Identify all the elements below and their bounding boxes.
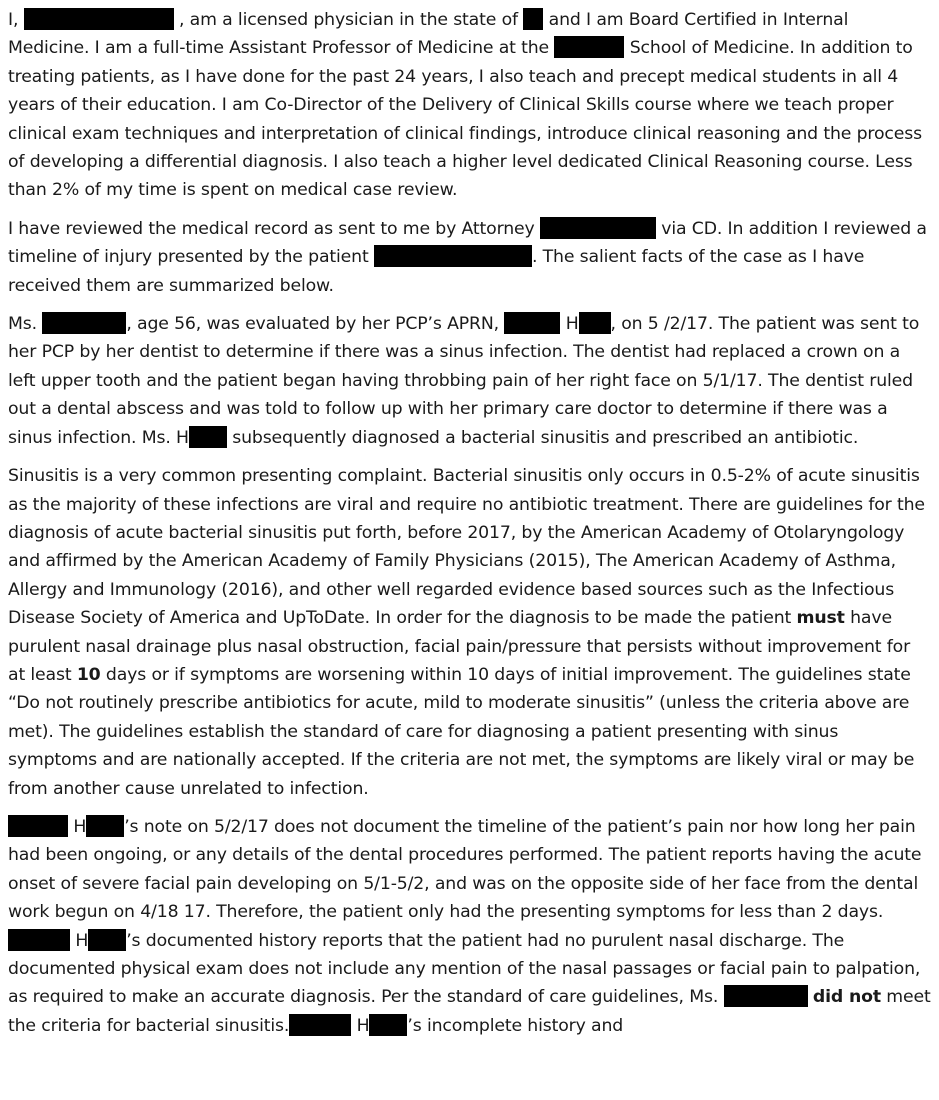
text-segment: subsequently diagnosed a bacterial sinusitis and prescribed an antibiotic.	[232, 427, 859, 448]
redaction-block	[88, 929, 126, 951]
emphasis-text: must	[796, 608, 845, 629]
redaction-block	[523, 8, 543, 30]
redaction-block	[189, 426, 227, 448]
text-segment: H	[356, 1015, 370, 1036]
text-segment: School of Medicine. In addition to treating patients, as I have done for the past 24 years, I also teach and precept medical students in all 4 years of their education. I am Co-Director of the Delivery of Clinical Skills course where we teach proper clinical exam techniques and interpretation of clinical findings, introduce clinical reasoning and the process of developing a differential diagnosis. I also teach a higher level dedicated Clinical Reasoning course. Less than 2% of my time is spent on medical case review.	[8, 38, 922, 201]
redaction-block	[579, 312, 611, 334]
text-segment: and I am Board Certified in Internal Medicine. I am a full-time Assistant Professor of Medicine at the	[8, 10, 849, 59]
paragraph-records-reviewed	[8, 215, 932, 300]
text-segment: via CD. In addition I reviewed a timeline of injury presented by the patient	[8, 218, 927, 268]
text-segment: ’s incomplete history and	[407, 1015, 624, 1036]
text-segment: Ms.	[8, 314, 37, 335]
emphasis-text: did not	[812, 987, 881, 1008]
redaction-block	[42, 312, 126, 334]
text-segment: Sinusitis is a very common presenting complaint. Bacterial sinusitis only occurs in 0.5-2% of acute sinusitis as the majority of these infections are viral and require no antibiotic treatment. There are guidelines for the diagnosis of acute bacterial sinusitis put forth, before 2017, by the American Academy of Otolaryngology and affirmed by the American Academy of Family Physicians (2015), The American Academy of Asthma, Allergy and Immunology (2016), and other well regarded evidence based sources such as the Infectious Disease Society of America and UpToDate. In order for the diagnosis to be made the patient	[8, 466, 925, 629]
text-segment: I have reviewed the medical record as sent to me by Attorney	[8, 218, 535, 239]
text-segment: ’s documented history reports that the patient had no purulent nasal discharge. The documented physical exam does not include any mention of the nasal passages or facial pain to palpation, as required to make an accurate diagnosis. Per the standard of care guidelines, Ms.	[8, 930, 921, 1008]
text-segment: days or if symptoms are worsening within 10 days of initial improvement. The guidelines state “Do not routinely prescribe antibiotics for acute, mild to moderate sinusitis” (unless the criteria above are met). The guidelines establish the standard of care for diagnosing a patient presenting with sinus symptoms and are nationally accepted. If the criteria are not met, the symptoms are likely viral or may be from another cause unrelated to infection.	[8, 664, 915, 799]
paragraph-credentials	[8, 6, 932, 205]
redaction-block	[504, 312, 560, 334]
redaction-block	[369, 1014, 407, 1036]
redaction-block	[24, 8, 174, 30]
redaction-block	[540, 217, 656, 239]
emphasis-text: 10	[76, 664, 101, 685]
text-segment: ’s note on 5/2/17 does not document the timeline of the patient’s pain nor how long her pain had been ongoing, or any details of the dental procedures performed. The patient reports having the acute onset of severe facial pain developing on 5/1-5/2, and was on the opposite side of her face from the dental work begun on 4/18 17. Therefore, the patient only had the presenting symptoms for less than 2 days.	[8, 816, 922, 923]
paragraph-case-facts	[8, 310, 932, 452]
text-segment: H	[75, 930, 89, 951]
redaction-block	[554, 36, 624, 58]
redaction-block	[724, 985, 808, 1007]
text-segment: H	[565, 314, 579, 335]
letter-page	[8, 6, 932, 1050]
text-segment: . The salient facts of the case as I have received them are summarized below.	[8, 247, 865, 296]
paragraph-note-review	[8, 813, 932, 1040]
redaction-block	[374, 245, 532, 267]
text-segment: have purulent nasal drainage plus nasal obstruction, facial pain/pressure that persists without improvement for at least	[8, 608, 911, 685]
redaction-block	[289, 1014, 351, 1036]
text-segment: , am a licensed physician in the state of	[178, 10, 518, 30]
redaction-block	[8, 929, 70, 951]
text-segment: meet the criteria for bacterial sinusitis.	[8, 987, 931, 1036]
paragraph-sinusitis-guidelines	[8, 462, 932, 803]
text-segment: , on 5 /2/17. The patient was sent to her PCP by her dentist to determine if there was a sinus infection. The dentist had replaced a crown on a left upper tooth and the patient began having throbbing pain of her right face on 5/1/17. The dentist ruled out a dental abscess and was told to follow up with her primary care doctor to determine if there was a sinus infection. Ms. H	[8, 314, 920, 448]
text-segment: I,	[8, 10, 19, 30]
redaction-block	[8, 815, 68, 837]
redaction-block	[86, 815, 124, 837]
text-segment: , age 56, was evaluated by her PCP’s APRN,	[126, 314, 499, 335]
text-segment: H	[73, 816, 87, 837]
